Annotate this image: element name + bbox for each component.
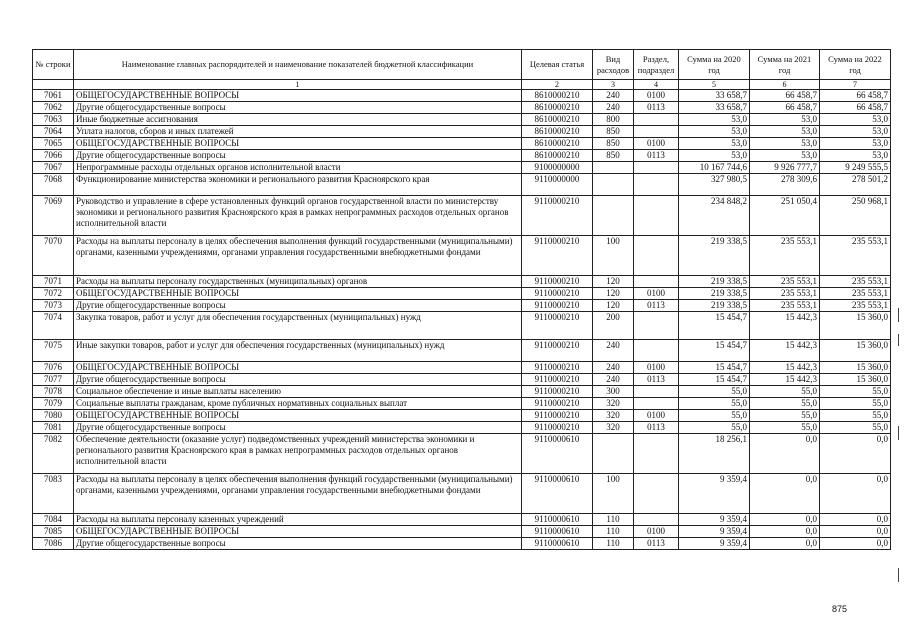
sum-2020: 53,0 [679, 150, 750, 162]
sum-2020: 219 338,5 [679, 236, 750, 276]
header-sum-2022: Сумма на 2022 год [820, 50, 891, 80]
section-code: 0113 [634, 538, 679, 550]
sum-2022: 235 553,1 [820, 300, 891, 312]
section-code [634, 126, 679, 138]
sum-2021: 15 442,3 [750, 362, 820, 374]
sum-2020: 55,0 [679, 410, 750, 422]
target-article: 9110000210 [522, 312, 593, 340]
table-row [33, 386, 891, 398]
sum-2022: 53,0 [820, 150, 891, 162]
section-code: 0113 [634, 374, 679, 386]
row-name: Руководство и управление в сфере установленных функций органов государственной власти по министерству экономики и регионального развития Красноярского края в рамках непрограммных расходов отдельных органов исполнительной власти [74, 196, 522, 236]
table-row [33, 196, 891, 236]
row-number: 7064 [33, 126, 74, 138]
column-number: 7 [820, 80, 891, 90]
sum-2022: 235 553,1 [820, 236, 891, 276]
expense-kind: 120 [593, 300, 634, 312]
row-name: Расходы на выплаты персоналу в целях обеспечения выполнения функций государственными (муниципальными) органами, казенными учреждениями, органами управления государственными внебюджетными фондами [74, 474, 522, 514]
sum-2021: 0,0 [750, 434, 820, 474]
sum-2020: 53,0 [679, 126, 750, 138]
sum-2021: 15 442,3 [750, 374, 820, 386]
target-article: 9110000210 [522, 374, 593, 386]
section-code: 0100 [634, 526, 679, 538]
row-name: ОБЩЕГОСУДАРСТВЕННЫЕ ВОПРОСЫ [74, 362, 522, 374]
sum-2020: 55,0 [679, 398, 750, 410]
row-name: Закупка товаров, работ и услуг для обеспечения государственных (муниципальных) нужд [74, 312, 522, 340]
section-code [634, 162, 679, 174]
target-article: 9110000210 [522, 236, 593, 276]
target-article: 9110000610 [522, 538, 593, 550]
table-row [33, 174, 891, 196]
expense-kind: 100 [593, 236, 634, 276]
expense-kind: 240 [593, 90, 634, 102]
sum-2022: 0,0 [820, 474, 891, 514]
section-code: 0100 [634, 362, 679, 374]
sum-2020: 9 359,4 [679, 514, 750, 526]
table-row [33, 114, 891, 126]
sum-2020: 53,0 [679, 114, 750, 126]
expense-kind: 110 [593, 538, 634, 550]
target-article: 9110000210 [522, 340, 593, 362]
target-article: 9110000610 [522, 474, 593, 514]
row-name: Расходы на выплаты персоналу государственных (муниципальных) органов [74, 276, 522, 288]
table-row [33, 434, 891, 474]
target-article: 9110000210 [522, 288, 593, 300]
sum-2021: 235 553,1 [750, 300, 820, 312]
column-number: 1 [74, 80, 522, 90]
row-name: Функционирование министерства экономики и регионального развития Красноярского края [74, 174, 522, 196]
sum-2020: 234 848,2 [679, 196, 750, 236]
target-article: 9110000210 [522, 300, 593, 312]
target-article: 9110000210 [522, 422, 593, 434]
expense-kind: 110 [593, 526, 634, 538]
header-section: Раздел, подраздел [634, 50, 679, 80]
section-code: 0100 [634, 410, 679, 422]
sum-2022: 53,0 [820, 138, 891, 150]
target-article: 8610000210 [522, 138, 593, 150]
header-row [33, 50, 891, 80]
row-number: 7079 [33, 398, 74, 410]
row-name: Расходы на выплаты персоналу в целях обеспечения выполнения функций государственными (муниципальными) органами, казенными учреждениями, органами управления государственными внебюджетными фондами [74, 236, 522, 276]
row-number: 7075 [33, 340, 74, 362]
sum-2021: 278 309,6 [750, 174, 820, 196]
sum-2022: 9 249 555,5 [820, 162, 891, 174]
sum-2022: 0,0 [820, 514, 891, 526]
sum-2022: 15 360,0 [820, 374, 891, 386]
target-article: 8610000210 [522, 90, 593, 102]
row-number: 7069 [33, 196, 74, 236]
table-row [33, 538, 891, 550]
target-article: 9110000000 [522, 174, 593, 196]
target-article: 8610000210 [522, 114, 593, 126]
table-row [33, 514, 891, 526]
section-code [634, 474, 679, 514]
row-number: 7076 [33, 362, 74, 374]
sum-2021: 235 553,1 [750, 276, 820, 288]
sum-2022: 278 501,2 [820, 174, 891, 196]
sum-2022: 55,0 [820, 422, 891, 434]
header-kind: Вид расходов [593, 50, 634, 80]
sum-2020: 15 454,7 [679, 374, 750, 386]
sum-2020: 219 338,5 [679, 276, 750, 288]
expense-kind: 240 [593, 362, 634, 374]
table-row [33, 138, 891, 150]
sum-2020: 9 359,4 [679, 538, 750, 550]
sum-2021: 55,0 [750, 410, 820, 422]
target-article: 9110000210 [522, 386, 593, 398]
row-name: Уплата налогов, сборов и иных платежей [74, 126, 522, 138]
row-name: Социальные выплаты гражданам, кроме публичных нормативных социальных выплат [74, 398, 522, 410]
section-code [634, 114, 679, 126]
row-number: 7067 [33, 162, 74, 174]
expense-kind: 850 [593, 138, 634, 150]
sum-2021: 66 458,7 [750, 102, 820, 114]
sum-2021: 251 050,4 [750, 196, 820, 236]
expense-kind: 240 [593, 340, 634, 362]
sum-2020: 15 454,7 [679, 340, 750, 362]
expense-kind: 200 [593, 312, 634, 340]
section-code [634, 434, 679, 474]
section-code [634, 340, 679, 362]
sum-2022: 235 553,1 [820, 276, 891, 288]
expense-kind: 120 [593, 276, 634, 288]
sum-2021: 53,0 [750, 138, 820, 150]
sum-2021: 235 553,1 [750, 236, 820, 276]
table-row [33, 276, 891, 288]
section-code [634, 196, 679, 236]
expense-kind: 320 [593, 410, 634, 422]
row-number: 7070 [33, 236, 74, 276]
section-code: 0100 [634, 138, 679, 150]
sum-2022: 15 360,0 [820, 312, 891, 340]
target-article: 9100000000 [522, 162, 593, 174]
section-code [634, 514, 679, 526]
row-name: ОБЩЕГОСУДАРСТВЕННЫЕ ВОПРОСЫ [74, 288, 522, 300]
target-article: 9110000610 [522, 514, 593, 526]
target-article: 9110000610 [522, 526, 593, 538]
scan-margin-mark [898, 334, 899, 346]
column-number [33, 80, 74, 90]
row-number: 7086 [33, 538, 74, 550]
target-article: 9110000210 [522, 362, 593, 374]
sum-2022: 15 360,0 [820, 340, 891, 362]
sum-2022: 53,0 [820, 126, 891, 138]
sum-2022: 0,0 [820, 526, 891, 538]
row-name: Другие общегосударственные вопросы [74, 300, 522, 312]
row-name: Другие общегосударственные вопросы [74, 538, 522, 550]
table-row [33, 410, 891, 422]
table-row [33, 150, 891, 162]
row-name: Другие общегосударственные вопросы [74, 102, 522, 114]
table-row [33, 236, 891, 276]
expense-kind: 850 [593, 126, 634, 138]
sum-2020: 33 658,7 [679, 90, 750, 102]
target-article: 9110000210 [522, 410, 593, 422]
row-number: 7068 [33, 174, 74, 196]
table-row [33, 422, 891, 434]
sum-2021: 55,0 [750, 422, 820, 434]
row-number: 7063 [33, 114, 74, 126]
row-number: 7082 [33, 434, 74, 474]
row-name: ОБЩЕГОСУДАРСТВЕННЫЕ ВОПРОСЫ [74, 410, 522, 422]
sum-2020: 9 359,4 [679, 526, 750, 538]
expense-kind [593, 196, 634, 236]
sum-2022: 55,0 [820, 386, 891, 398]
target-article: 8610000210 [522, 102, 593, 114]
row-name: ОБЩЕГОСУДАРСТВЕННЫЕ ВОПРОСЫ [74, 90, 522, 102]
column-number: 6 [750, 80, 820, 90]
sum-2021: 55,0 [750, 398, 820, 410]
sum-2022: 250 968,1 [820, 196, 891, 236]
section-code [634, 236, 679, 276]
sum-2021: 15 442,3 [750, 340, 820, 362]
sum-2022: 15 360,0 [820, 362, 891, 374]
column-number: 4 [634, 80, 679, 90]
section-code: 0113 [634, 102, 679, 114]
sum-2020: 9 359,4 [679, 474, 750, 514]
sum-2021: 53,0 [750, 114, 820, 126]
target-article: 9110000210 [522, 196, 593, 236]
table-row [33, 526, 891, 538]
row-number: 7073 [33, 300, 74, 312]
sum-2020: 327 980,5 [679, 174, 750, 196]
expense-kind: 800 [593, 114, 634, 126]
row-number: 7084 [33, 514, 74, 526]
row-name: Другие общегосударственные вопросы [74, 150, 522, 162]
row-name: Другие общегосударственные вопросы [74, 422, 522, 434]
expense-kind: 120 [593, 288, 634, 300]
expense-kind: 100 [593, 474, 634, 514]
row-name: Обеспечение деятельности (оказание услуг) подведомственных учреждений министерства экономики и регионального развития Красноярского края в рамках непрограммных расходов отдельных органов исполнительной власти [74, 434, 522, 474]
expense-kind: 240 [593, 374, 634, 386]
scan-margin-mark [898, 308, 899, 322]
row-name: Другие общегосударственные вопросы [74, 374, 522, 386]
budget-table [32, 49, 891, 550]
section-code: 0113 [634, 422, 679, 434]
target-article: 9110000210 [522, 276, 593, 288]
sum-2021: 0,0 [750, 538, 820, 550]
row-number: 7071 [33, 276, 74, 288]
table-row [33, 374, 891, 386]
row-number: 7083 [33, 474, 74, 514]
sum-2020: 15 454,7 [679, 362, 750, 374]
row-number: 7065 [33, 138, 74, 150]
row-name: Расходы на выплаты персоналу казенных учреждений [74, 514, 522, 526]
sum-2021: 53,0 [750, 150, 820, 162]
row-number: 7066 [33, 150, 74, 162]
row-number: 7078 [33, 386, 74, 398]
sum-2021: 55,0 [750, 386, 820, 398]
sum-2022: 55,0 [820, 410, 891, 422]
scan-margin-mark [898, 568, 899, 582]
sum-2021: 235 553,1 [750, 288, 820, 300]
sum-2022: 0,0 [820, 434, 891, 474]
row-number: 7081 [33, 422, 74, 434]
target-article: 8610000210 [522, 150, 593, 162]
header-row-no: № строки [33, 50, 74, 80]
row-number: 7074 [33, 312, 74, 340]
sum-2021: 0,0 [750, 514, 820, 526]
target-article: 9110000610 [522, 434, 593, 474]
expense-kind: 320 [593, 422, 634, 434]
expense-kind: 240 [593, 102, 634, 114]
sum-2022: 66 458,7 [820, 90, 891, 102]
table-row [33, 300, 891, 312]
table-row [33, 312, 891, 340]
target-article: 9110000210 [522, 398, 593, 410]
sum-2021: 66 458,7 [750, 90, 820, 102]
page-number: 875 [832, 604, 848, 614]
row-name: Иные закупки товаров, работ и услуг для обеспечения государственных (муниципальных) нужд [74, 340, 522, 362]
table-row [33, 102, 891, 114]
sum-2020: 15 454,7 [679, 312, 750, 340]
sum-2021: 53,0 [750, 126, 820, 138]
row-number: 7085 [33, 526, 74, 538]
table-row [33, 162, 891, 174]
target-article: 8610000210 [522, 126, 593, 138]
expense-kind [593, 174, 634, 196]
header-sum-2021: Сумма на 2021 год [750, 50, 820, 80]
column-number: 2 [522, 80, 593, 90]
sum-2020: 33 658,7 [679, 102, 750, 114]
sum-2021: 0,0 [750, 526, 820, 538]
sum-2020: 10 167 744,6 [679, 162, 750, 174]
sum-2021: 9 926 777,7 [750, 162, 820, 174]
section-code: 0113 [634, 300, 679, 312]
sum-2022: 55,0 [820, 398, 891, 410]
table-body [33, 90, 891, 550]
header-sum-2020: Сумма на 2020 год [679, 50, 750, 80]
header-target: Целевая статья [522, 50, 593, 80]
table-row [33, 398, 891, 410]
header-name: Наименование главных распорядителей и наименование показателей бюджетной классификации [74, 50, 522, 80]
section-code: 0113 [634, 150, 679, 162]
sum-2022: 53,0 [820, 114, 891, 126]
section-code [634, 398, 679, 410]
section-code [634, 276, 679, 288]
sum-2020: 53,0 [679, 138, 750, 150]
row-name: ОБЩЕГОСУДАРСТВЕННЫЕ ВОПРОСЫ [74, 138, 522, 150]
row-number: 7061 [33, 90, 74, 102]
row-number: 7080 [33, 410, 74, 422]
table-row [33, 362, 891, 374]
row-number: 7077 [33, 374, 74, 386]
section-code [634, 386, 679, 398]
column-number: 5 [679, 80, 750, 90]
sum-2020: 219 338,5 [679, 300, 750, 312]
column-number-row [33, 80, 891, 90]
sum-2020: 18 256,1 [679, 434, 750, 474]
expense-kind: 320 [593, 398, 634, 410]
expense-kind: 850 [593, 150, 634, 162]
sum-2021: 0,0 [750, 474, 820, 514]
expense-kind: 300 [593, 386, 634, 398]
row-name: ОБЩЕГОСУДАРСТВЕННЫЕ ВОПРОСЫ [74, 526, 522, 538]
scan-margin-mark [898, 426, 899, 440]
section-code: 0100 [634, 288, 679, 300]
sum-2020: 55,0 [679, 386, 750, 398]
row-name: Социальное обеспечение и иные выплаты населению [74, 386, 522, 398]
row-name: Непрограммные расходы отдельных органов исполнительной власти [74, 162, 522, 174]
section-code [634, 312, 679, 340]
row-number: 7072 [33, 288, 74, 300]
section-code: 0100 [634, 90, 679, 102]
column-number: 3 [593, 80, 634, 90]
section-code [634, 174, 679, 196]
sum-2022: 235 553,1 [820, 288, 891, 300]
table-row [33, 340, 891, 362]
expense-kind [593, 162, 634, 174]
sum-2022: 0,0 [820, 538, 891, 550]
sum-2022: 66 458,7 [820, 102, 891, 114]
table-row [33, 126, 891, 138]
expense-kind: 110 [593, 514, 634, 526]
table-row [33, 288, 891, 300]
row-number: 7062 [33, 102, 74, 114]
row-name: Иные бюджетные ассигнования [74, 114, 522, 126]
sum-2020: 219 338,5 [679, 288, 750, 300]
expense-kind [593, 434, 634, 474]
sum-2021: 15 442,3 [750, 312, 820, 340]
table-row [33, 474, 891, 514]
table-row [33, 90, 891, 102]
sum-2020: 55,0 [679, 422, 750, 434]
